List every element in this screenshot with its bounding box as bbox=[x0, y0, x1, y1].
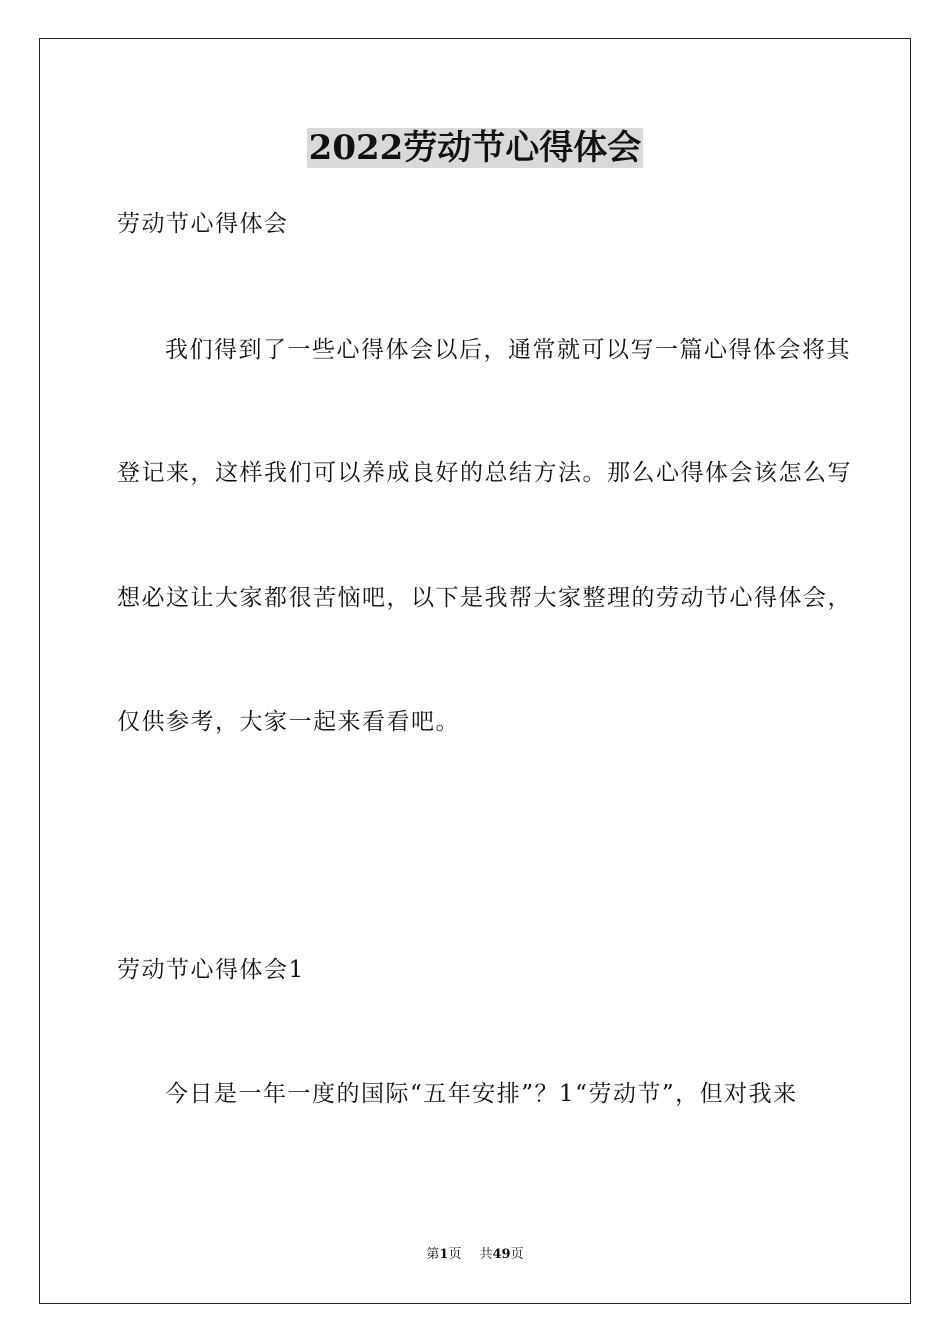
footer-page-suffix: 页 bbox=[448, 1247, 462, 1262]
subtitle: 劳动节心得体会 bbox=[117, 211, 289, 237]
section-heading: 劳动节心得体会1 bbox=[117, 957, 305, 983]
document-title: 2022劳动节心得体会 bbox=[308, 128, 642, 168]
footer-total-prefix: 共 bbox=[479, 1247, 493, 1262]
intro-line-3: 想必这让大家都很苦恼吧，以下是我帮大家整理的劳动节心得体会， bbox=[117, 585, 852, 611]
intro-line-2: 登记来，这样我们可以养成良好的总结方法。那么心得体会该怎么写 bbox=[117, 460, 852, 486]
page-footer bbox=[0, 1247, 950, 1263]
title-container bbox=[0, 128, 950, 168]
section-line-1: 今日是一年一度的国际“五年安排”？1“劳动节”，但对我来 bbox=[165, 1081, 798, 1107]
footer-total-suffix: 页 bbox=[510, 1247, 524, 1262]
footer-page-total: 49 bbox=[492, 1247, 511, 1262]
intro-line-4: 仅供参考，大家一起来看看吧。 bbox=[117, 709, 460, 735]
intro-line-1: 我们得到了一些心得体会以后，通常就可以写一篇心得体会将其 bbox=[165, 337, 851, 363]
footer-page-prefix: 第 bbox=[426, 1247, 440, 1262]
footer-page-current: 1 bbox=[439, 1247, 449, 1262]
